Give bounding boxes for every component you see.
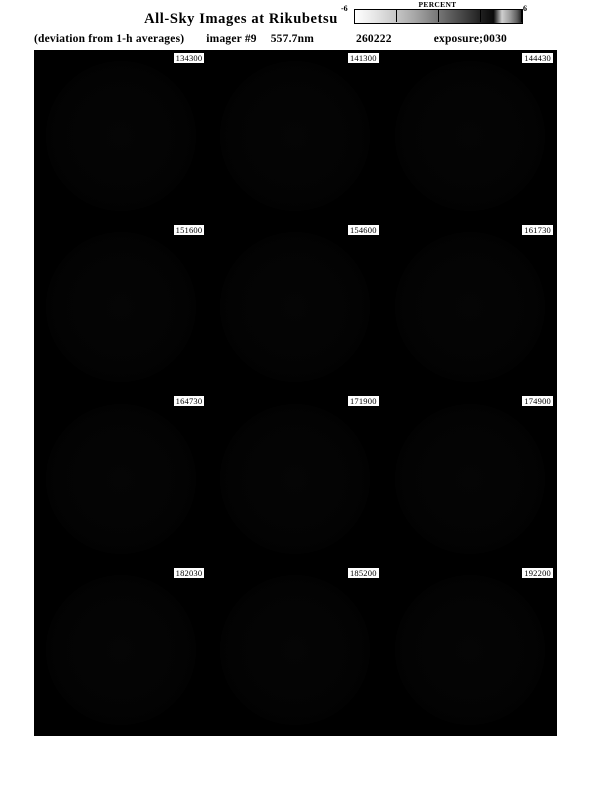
- deviation-note: (deviation from 1-h averages): [34, 33, 185, 45]
- panel-timestamp: 164730: [173, 395, 206, 407]
- panel-timestamp: 171900: [347, 395, 380, 407]
- colorbar-max-label: 6: [523, 4, 527, 13]
- sky-image-panel[interactable]: [208, 222, 382, 394]
- all-sky-image: [395, 575, 545, 725]
- panel-timestamp: 182030: [173, 567, 206, 579]
- wavelength-label: 557.7nm: [270, 33, 314, 45]
- panel-timestamp: 151600: [173, 224, 206, 236]
- panel-timestamp: 141300: [347, 52, 380, 64]
- sky-image-panel[interactable]: [34, 393, 208, 565]
- all-sky-image: [220, 61, 370, 211]
- colorbar-tick: [396, 9, 397, 22]
- subtitle-row: [0, 33, 612, 45]
- all-sky-image: [395, 404, 545, 554]
- sky-image-panel[interactable]: [208, 393, 382, 565]
- panel-timestamp: 144430: [521, 52, 554, 64]
- sky-image-panel[interactable]: [383, 222, 557, 394]
- colorbar-tick: [354, 9, 355, 22]
- all-sky-image: [46, 61, 196, 211]
- all-sky-image: [220, 404, 370, 554]
- colorbar-min-label: -6: [341, 4, 348, 13]
- all-sky-image: [395, 232, 545, 382]
- colorbar-label: PERCENT: [418, 0, 457, 9]
- sky-image-panel[interactable]: [34, 222, 208, 394]
- all-sky-image: [46, 575, 196, 725]
- all-sky-image: [220, 575, 370, 725]
- date-label: 260222: [356, 33, 392, 45]
- panel-timestamp: 192200: [521, 567, 554, 579]
- colorbar: [341, 0, 530, 30]
- exposure-label: exposure;0030: [433, 33, 508, 45]
- all-sky-image: [46, 404, 196, 554]
- panel-timestamp: 161730: [521, 224, 554, 236]
- colorbar-tick: [521, 9, 522, 22]
- all-sky-image: [395, 61, 545, 211]
- all-sky-image: [220, 232, 370, 382]
- all-sky-image: [46, 232, 196, 382]
- image-panel-grid: [34, 50, 557, 736]
- colorbar-tick: [438, 9, 439, 22]
- imager-label: imager #9: [206, 33, 257, 45]
- sky-image-panel[interactable]: [208, 50, 382, 222]
- sky-image-panel[interactable]: [383, 565, 557, 737]
- page-title: All-Sky Images at Rikubetsu: [144, 11, 338, 27]
- sky-image-panel[interactable]: [34, 50, 208, 222]
- panel-timestamp: 154600: [347, 224, 380, 236]
- sky-image-panel[interactable]: [383, 393, 557, 565]
- sky-image-panel[interactable]: [208, 565, 382, 737]
- sky-image-panel[interactable]: [383, 50, 557, 222]
- panel-timestamp: 174900: [521, 395, 554, 407]
- colorbar-tick: [480, 9, 481, 22]
- panel-timestamp: 185200: [347, 567, 380, 579]
- panel-timestamp: 134300: [173, 52, 206, 64]
- sky-image-panel[interactable]: [34, 565, 208, 737]
